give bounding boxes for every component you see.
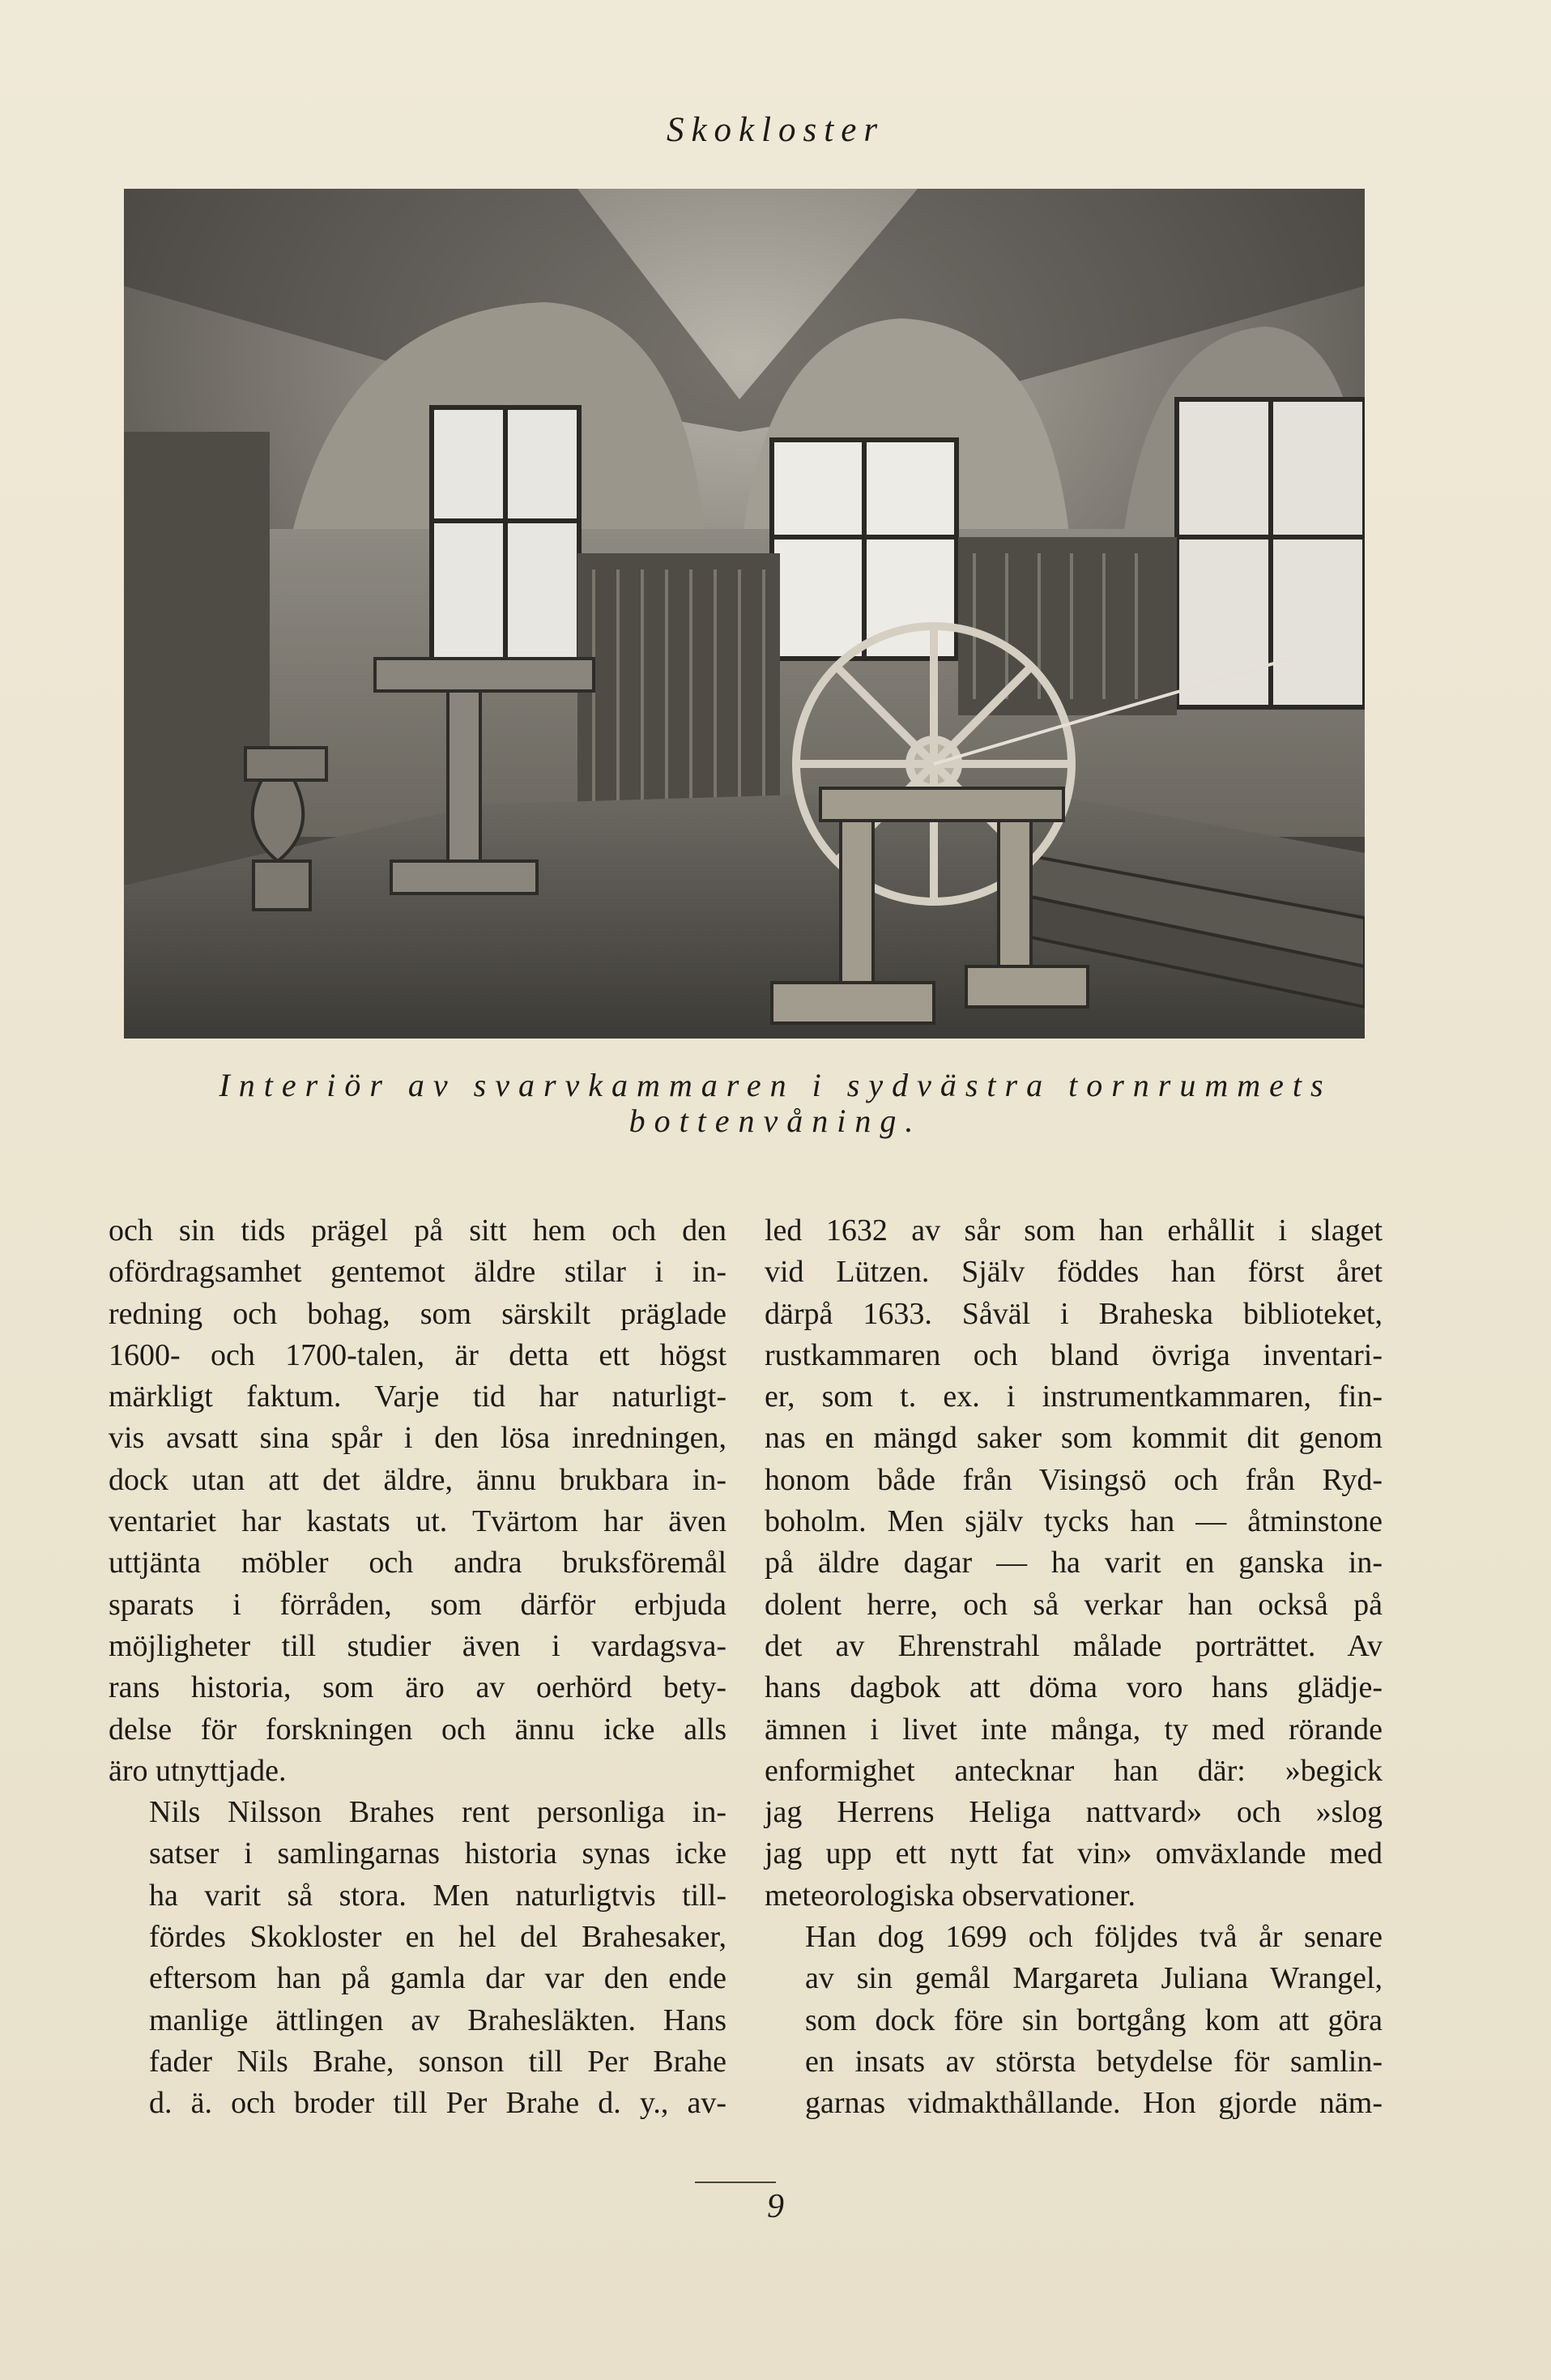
text-line: led 1632 av sår som han erhållit i slaget [765,1213,1383,1248]
lattice-window-left [432,407,579,675]
text-line: fader Nils Brahe, sonson till Per Brahe [149,2044,726,2079]
text-line: redning och bohag, som särskilt präglade [109,1296,726,1331]
lattice-window-right [1177,399,1365,707]
text-line: honom både från Visingsö och från Ryd- [765,1462,1383,1497]
page-number: 9 [767,2188,784,2225]
text-line: vis avsatt sina spår i den lösa inredningen, [109,1421,726,1456]
text-line: möjligheter till studier även i vardagsva- [109,1628,726,1663]
text-line: vid Lützen. Själv föddes han först året [765,1255,1383,1290]
text-line: därpå 1633. Såväl i Braheska biblioteket, [765,1296,1383,1331]
paragraph [109,1792,726,2124]
text-line: sparats i förråden, som därför erbjuda [109,1587,726,1622]
text-line: nas en mängd saker som kommit dit genom [765,1421,1383,1456]
text-line: dock utan att det äldre, ännu brukbara in- [109,1462,726,1497]
text-line: uttjänta möbler och andra bruksföremål [109,1546,726,1580]
running-head: Skokloster [666,111,885,149]
text-line: ämnen i livet inte många, ty med rörande [765,1712,1383,1747]
photograph-turning-room [124,189,1365,1039]
text-line: märkligt faktum. Varje tid har naturligt- [109,1380,726,1414]
text-line: garnas vidmakthållande. Hon gjorde näm- [805,2086,1383,2121]
text-line: på äldre dagar — ha varit en ganska in- [765,1546,1383,1580]
text-line: dolent herre, och så verkar han också på [765,1587,1383,1622]
caption-line: Interiör av svarvkammaren i sydvästra tornrummets [219,1067,1332,1103]
photo-caption [178,1068,1373,1139]
text-line: 1600- och 1700-talen, är detta ett högst [109,1337,726,1372]
text-line: jag upp ett nytt fat vin» omväxlande med [765,1836,1383,1871]
text-line: en insats av största betydelse för samlin- [805,2044,1383,2079]
paragraph [765,1210,1383,1917]
text-line: av sin gemål Margareta Juliana Wrangel, [805,1961,1383,1996]
text-line: som dock före sin bortgång kom att göra [805,2003,1383,2037]
paragraph [765,1917,1383,2124]
text-line: rans historia, som äro av oerhörd bety- [109,1670,726,1705]
text-line: äro utnyttjade. [109,1753,287,1788]
text-line: rustkammaren och bland övriga inventari- [765,1337,1383,1372]
text-line: jag Herrens Heliga nattvard» och »slog [765,1795,1383,1830]
caption-line: bottenvåning. [628,1103,923,1139]
text-line: och sin tids prägel på sitt hem och den [109,1213,726,1248]
text-column-right [765,1210,1383,2125]
text-line: manlige ättlingen av Brahesläkten. Hans [149,2003,726,2037]
text-line: meteorologiska observationer. [765,1878,1136,1913]
text-line: satser i samlingarnas historia synas icke [149,1836,726,1871]
text-line: eftersom han på gamla dar var den ende [149,1961,726,1996]
paragraph [109,1210,726,1792]
text-line: d. ä. och broder till Per Brahe d. y., av- [149,2086,726,2121]
text-line: Han dog 1699 och följdes två år senare [805,1920,1383,1955]
text-line: boholm. Men själv tycks han — åtminstone [765,1504,1383,1539]
text-line: enformighet antecknar han där: »begick [765,1753,1383,1788]
text-line: Nils Nilsson Brahes rent personliga in- [149,1795,726,1830]
text-column-left [109,1210,726,2125]
text-line: ha varit så stora. Men naturligtvis till- [149,1878,726,1913]
folio-rule [695,2182,776,2183]
text-line: fördes Skokloster en hel del Brahesaker, [149,1920,726,1955]
text-line: ventariet har kastats ut. Tvärtom har även [109,1504,726,1539]
text-line: det av Ehrenstrahl målade porträttet. Av [765,1628,1383,1663]
text-line: delse för forskningen och ännu icke alls [109,1712,726,1747]
text-line: er, som t. ex. i instrumentkammaren, fin- [765,1380,1383,1414]
text-line: ofördragsamhet gentemot äldre stilar i in- [109,1255,726,1290]
text-line: hans dagbok att döma voro hans glädje- [765,1670,1383,1705]
